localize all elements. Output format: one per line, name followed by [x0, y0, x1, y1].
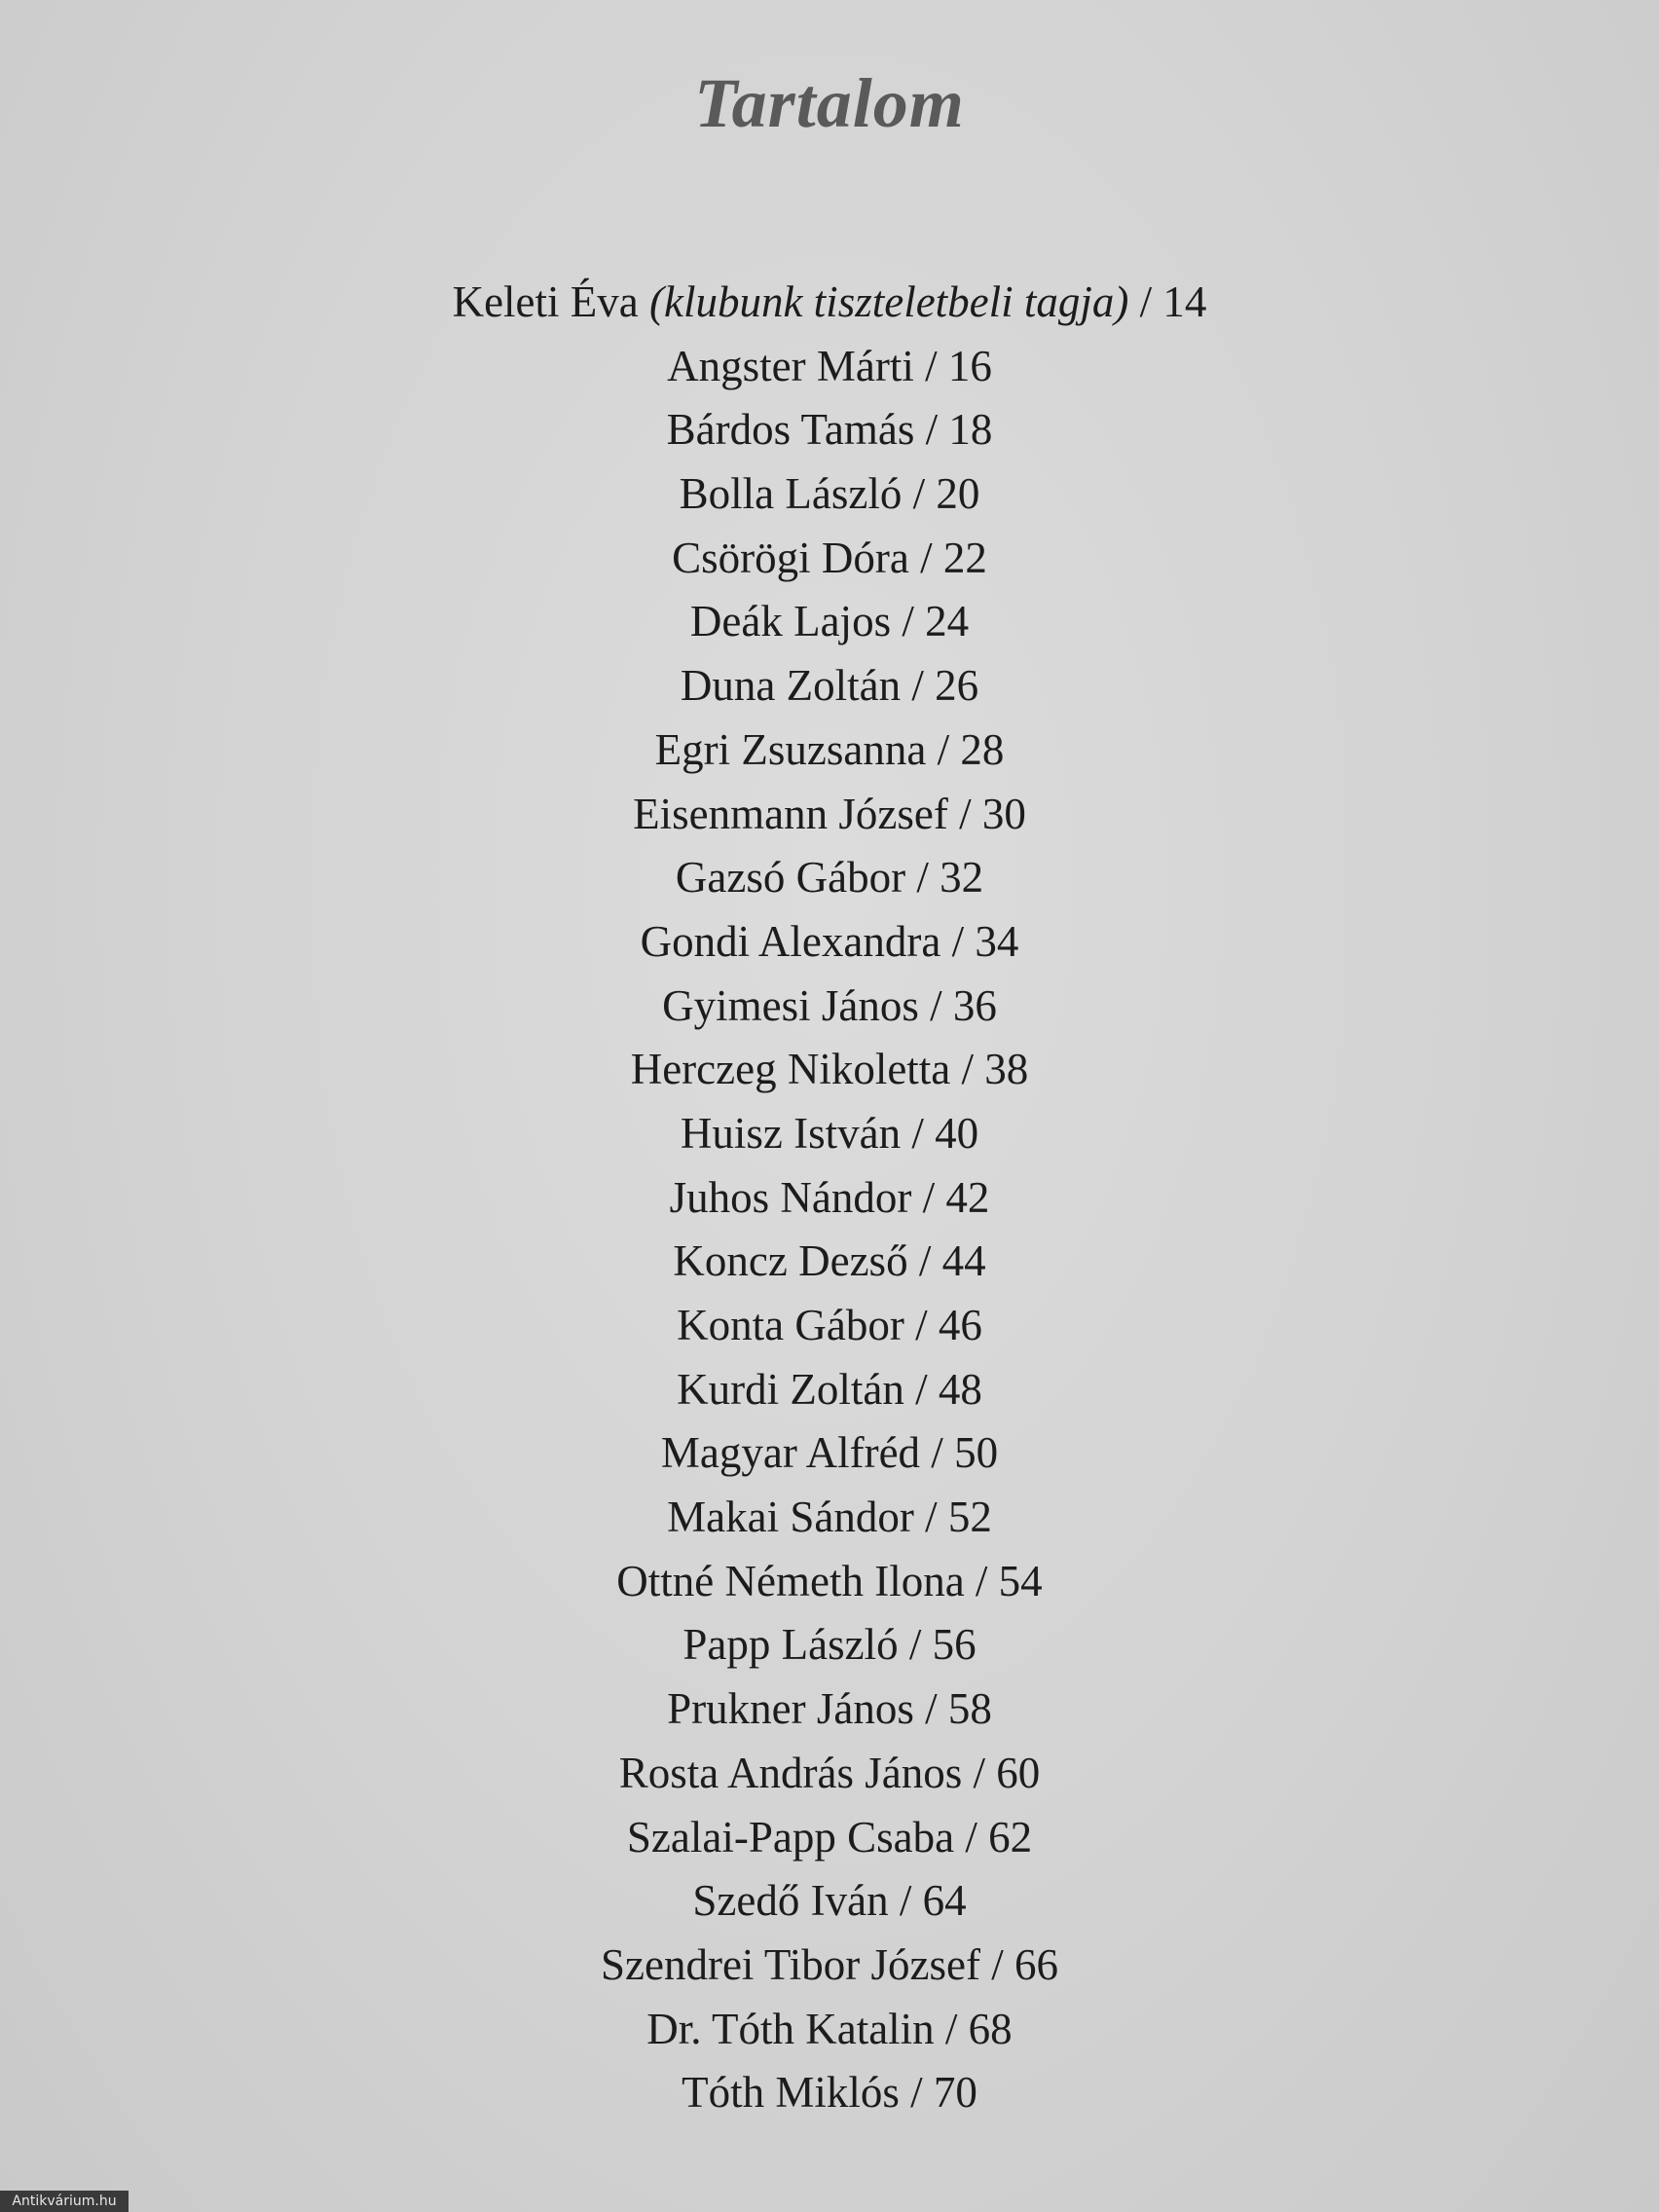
watermark: Antikvárium.hu — [0, 2191, 129, 2212]
toc-entry: Eisenmann József / 30 — [633, 789, 1026, 838]
toc-entry: Koncz Dezső / 44 — [673, 1236, 986, 1286]
toc-entry-page: / 14 — [1139, 277, 1207, 326]
toc-entry: Rosta András János / 60 — [618, 1748, 1041, 1797]
toc-entry: Herczeg Nikoletta / 38 — [630, 1045, 1029, 1094]
toc-entry: Bárdos Tamás / 18 — [666, 405, 993, 455]
toc-entry: Magyar Alfréd / 50 — [660, 1428, 999, 1478]
toc-entry: Prukner János / 58 — [667, 1684, 992, 1734]
toc-entry: Angster Márti / 16 — [667, 341, 992, 390]
toc-entry: Bolla László / 20 — [679, 469, 980, 519]
toc-entry: Tóth Miklós / 70 — [682, 2068, 977, 2118]
toc-entry: Gondi Alexandra / 34 — [640, 916, 1019, 966]
toc-entry: Csörögi Dóra / 22 — [672, 533, 987, 582]
toc-entry-note: (klubunk tiszteletbeli tagja) — [649, 277, 1129, 326]
toc-entry-honorary — [0, 271, 1659, 335]
toc-entry: Egri Zsuzsanna / 28 — [654, 724, 1005, 774]
toc-entry: Papp László / 56 — [682, 1620, 977, 1670]
toc-entry: Deák Lajos / 24 — [689, 597, 970, 646]
toc-entry: Gyimesi János / 36 — [662, 980, 997, 1030]
toc-entry: Ottné Németh Ilona / 54 — [616, 1556, 1043, 1605]
table-of-contents — [0, 271, 1659, 2125]
toc-entry: Szalai-Papp Csaba / 62 — [626, 1812, 1033, 1862]
toc-entry: Gazsó Gábor / 32 — [675, 853, 984, 903]
toc-entry: Szedő Iván / 64 — [692, 1876, 967, 1926]
toc-entry: Konta Gábor / 46 — [677, 1301, 982, 1349]
toc-entry-name: Keleti Éva — [452, 277, 639, 326]
toc-entry: Huisz István / 40 — [680, 1108, 979, 1158]
toc-entry: Kurdi Zoltán / 48 — [677, 1364, 982, 1414]
page-title: Tartalom — [694, 64, 965, 142]
toc-entry: Dr. Tóth Katalin / 68 — [646, 2004, 1013, 2053]
toc-entry: Duna Zoltán / 26 — [680, 661, 979, 711]
toc-entry: Szendrei Tibor József / 66 — [601, 1939, 1058, 1989]
toc-entry: Juhos Nándor / 42 — [669, 1172, 990, 1222]
toc-entry: Makai Sándor / 52 — [667, 1493, 992, 1542]
